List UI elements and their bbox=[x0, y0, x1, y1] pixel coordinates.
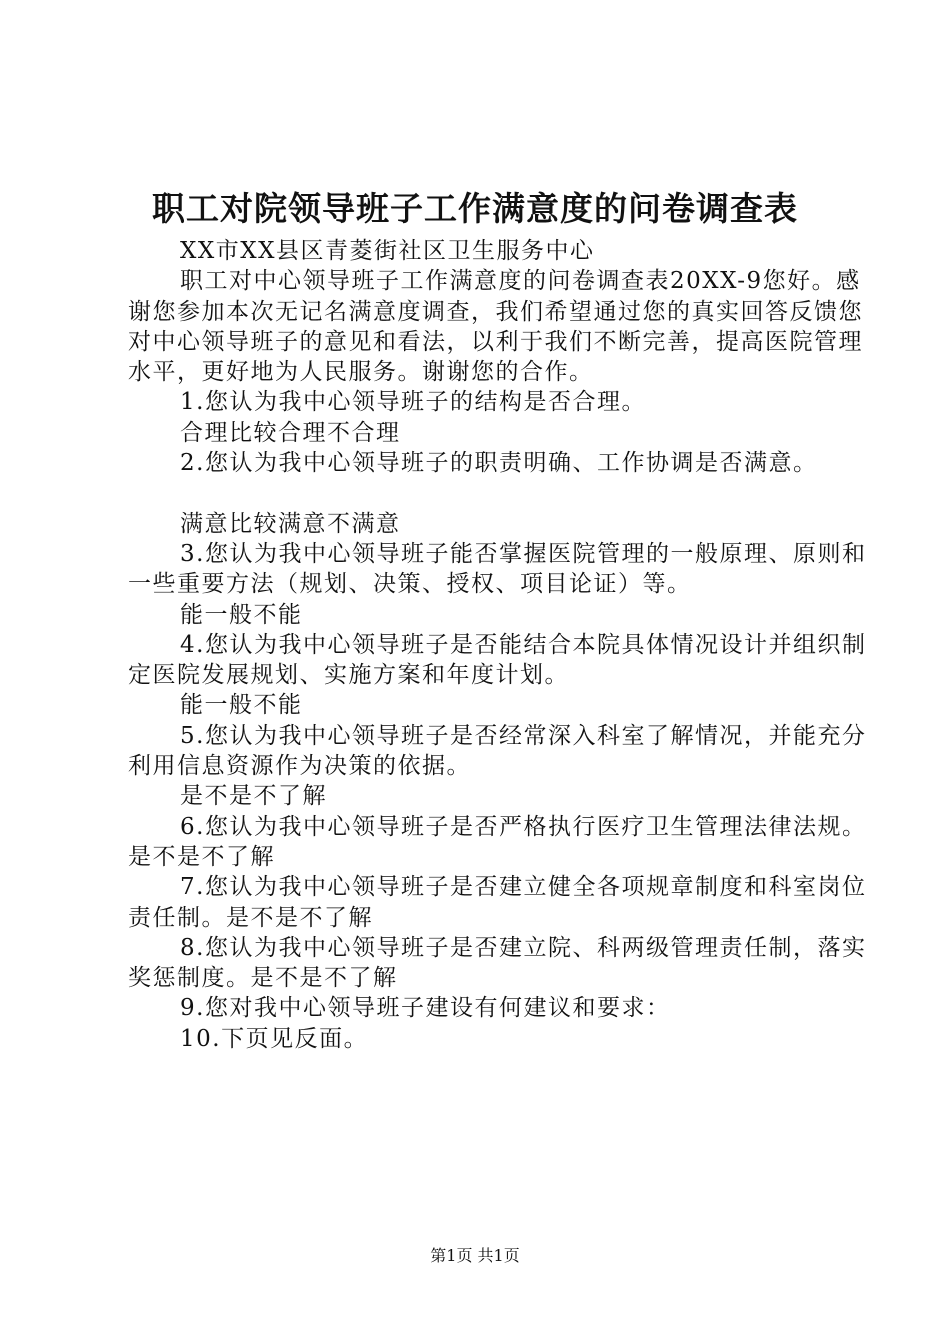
question-7: 7.您认为我中心领导班子是否建立健全各项规章制度和科室岗位责任制。是不是不了解 bbox=[128, 874, 867, 931]
question-6: 6.您认为我中心领导班子是否严格执行医疗卫生管理法律法规。是不是不了解 bbox=[128, 813, 867, 870]
paragraph-organization: XX市XX县区青菱街社区卫生服务中心 bbox=[180, 238, 595, 264]
question-8: 8.您认为我中心领导班子是否建立院、科两级管理责任制，落实奖惩制度。是不是不了解 bbox=[128, 934, 867, 992]
question-5: 5.您认为我中心领导班子是否经常深入科室了解情况，并能充分利用信息资源作为决策的依据。 bbox=[128, 722, 867, 780]
document-title: 职工对院领导班子工作满意度的问卷调查表 bbox=[152, 189, 798, 228]
question-3: 3.您认为我中心领导班子能否掌握医院管理的一般原理、原则和一些重要方法（规划、决策、授权、项目论证）等。 bbox=[128, 540, 867, 598]
options-2: 满意比较满意不满意 bbox=[180, 510, 401, 537]
question-1: 1.您认为我中心领导班子的结构是否合理。 bbox=[180, 389, 646, 416]
question-2: 2.您认为我中心领导班子的职责明确、工作协调是否满意。 bbox=[180, 450, 818, 477]
options-4: 能一般不能 bbox=[180, 692, 303, 719]
question-9: 9.您对我中心领导班子建设有何建议和要求： bbox=[180, 995, 671, 1022]
paragraph-intro: 职工对中心领导班子工作满意度的问卷调查表20XX-9您好。感谢您参加本次无记名满意度调查，我们希望通过您的真实回答反馈您对中心领导班子的意见和看法，以利于我们不断完善，提高医院管理水平，更好地为人民服务。谢谢您的合作。 bbox=[128, 268, 863, 386]
question-4: 4.您认为我中心领导班子是否能结合本院具体情况设计并组织制定医院发展规划、实施方案和年度计划。 bbox=[128, 631, 867, 689]
question-10: 10.下页见反面。 bbox=[180, 1025, 369, 1052]
blank-line bbox=[128, 478, 868, 508]
document-body bbox=[128, 236, 868, 1054]
options-1: 合理比较合理不合理 bbox=[180, 419, 401, 446]
options-5: 是不是不了解 bbox=[180, 783, 327, 810]
page-footer: 第1页 共1页 bbox=[430, 1246, 520, 1265]
options-3: 能一般不能 bbox=[180, 601, 303, 628]
